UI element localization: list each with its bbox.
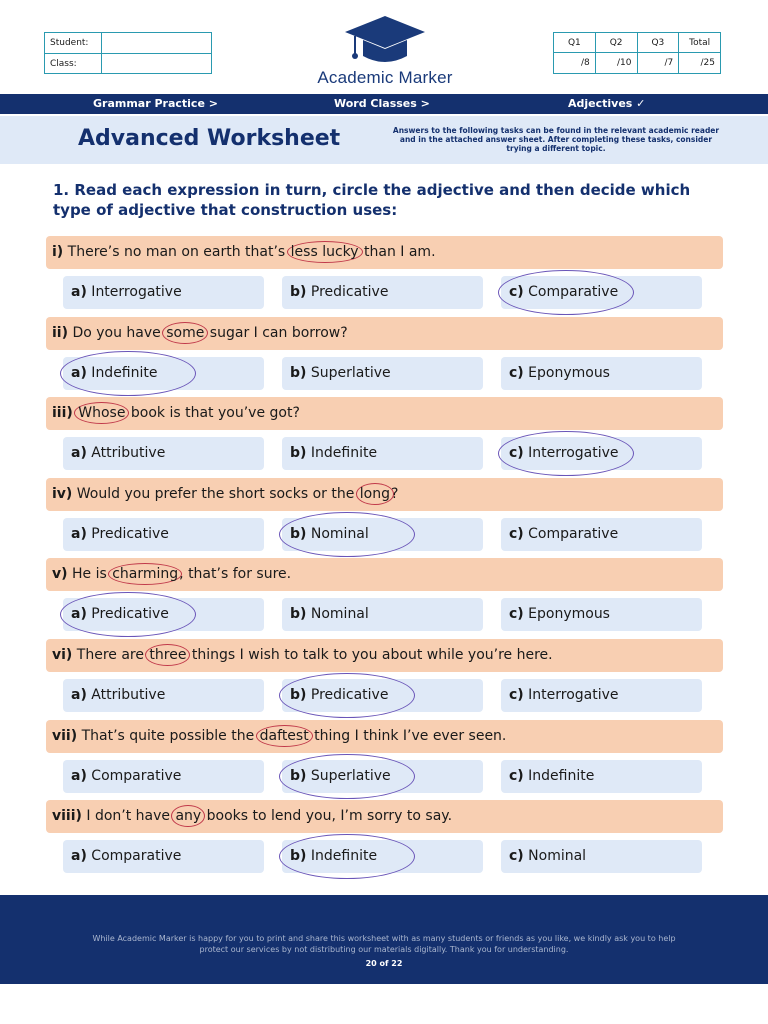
circled-adjective[interactable]: long (356, 483, 394, 505)
question-text: He is (67, 566, 112, 582)
question-text: books to lend you, I’m sorry to say. (202, 808, 453, 824)
score-col-q3 (637, 33, 679, 73)
score-table (553, 32, 721, 74)
answer-option[interactable] (501, 357, 702, 390)
question-text: book is that you’ve got? (126, 405, 300, 421)
class-row (45, 53, 211, 73)
graduation-cap-icon (343, 14, 427, 68)
title-note: Answers to the following tasks can be found in the relevant academic reader and in the attached answer sheet. After completing these tasks, consider trying a different topic. (392, 126, 720, 153)
question-text: , that’s for sure. (179, 566, 292, 582)
circled-adjective[interactable]: daftest (256, 725, 313, 747)
question-text: There’s no man on earth that’s (63, 244, 290, 260)
score-value[interactable]: /7 (664, 58, 674, 68)
footer-text: While Academic Marker is happy for you to print and share this worksheet with as many students or friends as you like, we kindly ask you to help protect our services by not distributing our materials digitally. Thank you for understanding. (92, 934, 676, 954)
answer-option[interactable] (63, 276, 264, 309)
option-letter: c) (509, 365, 524, 381)
score-header: Q1 (554, 33, 595, 53)
answer-option[interactable] (63, 437, 264, 470)
class-label: Class: (45, 54, 102, 73)
circled-adjective[interactable]: some (162, 322, 208, 344)
answer-option[interactable] (63, 760, 264, 793)
question-row (46, 800, 723, 833)
option-label: Eponymous (523, 365, 610, 381)
option-letter: c) (509, 445, 524, 461)
answer-option[interactable] (282, 679, 483, 712)
option-letter: b) (290, 526, 307, 542)
option-letter: a) (71, 284, 87, 300)
breadcrumb-word-classes[interactable]: Word Classes > (334, 97, 430, 110)
answer-option[interactable] (501, 518, 702, 551)
option-label: Nominal (306, 606, 369, 622)
option-letter: c) (509, 687, 524, 703)
breadcrumb (0, 94, 768, 114)
logo (290, 14, 480, 88)
answer-option[interactable] (501, 276, 702, 309)
question-row (46, 317, 723, 350)
answer-option[interactable] (501, 679, 702, 712)
score-value[interactable]: /8 (580, 58, 590, 68)
option-label: Comparative (86, 768, 182, 784)
option-letter: a) (71, 445, 87, 461)
question-number: viii) (52, 808, 82, 824)
option-letter: c) (509, 606, 524, 622)
answer-option[interactable] (501, 840, 702, 873)
option-letter: a) (71, 848, 87, 864)
answer-option[interactable] (282, 357, 483, 390)
question-number: vii) (52, 728, 78, 744)
option-letter: a) (71, 768, 87, 784)
answer-option[interactable] (63, 679, 264, 712)
question-text: There are (72, 647, 149, 663)
option-label: Superlative (306, 365, 391, 381)
option-label: Interrogative (86, 284, 182, 300)
answer-option[interactable] (63, 598, 264, 631)
option-letter: a) (71, 526, 87, 542)
question-text: That’s quite possible the (77, 728, 259, 744)
answer-option[interactable] (63, 840, 264, 873)
circled-adjective[interactable]: any (171, 805, 205, 827)
score-header: Q2 (596, 33, 637, 53)
question-row (46, 236, 723, 269)
option-label: Indefinite (86, 365, 158, 381)
option-label: Interrogative (523, 445, 619, 461)
option-label: Indefinite (523, 768, 595, 784)
answer-option[interactable] (282, 598, 483, 631)
student-info-box (44, 32, 212, 74)
question-text: thing I think I’ve ever seen. (309, 728, 507, 744)
answer-option[interactable] (63, 518, 264, 551)
score-value[interactable]: /25 (700, 58, 715, 68)
score-value[interactable]: /10 (617, 58, 632, 68)
question-row (46, 558, 723, 591)
question-number: i) (52, 244, 64, 260)
option-letter: c) (509, 848, 524, 864)
question-row (46, 720, 723, 753)
score-col-total (678, 33, 720, 73)
option-label: Predicative (306, 284, 389, 300)
answer-option[interactable] (282, 276, 483, 309)
circled-adjective[interactable]: charming (108, 563, 182, 585)
answer-option[interactable] (63, 357, 264, 390)
option-label: Interrogative (523, 687, 619, 703)
answer-option[interactable] (282, 437, 483, 470)
option-letter: b) (290, 284, 307, 300)
option-letter: a) (71, 687, 87, 703)
score-header: Q3 (638, 33, 679, 53)
option-letter: a) (71, 606, 87, 622)
answer-option[interactable] (501, 598, 702, 631)
score-col-q1 (554, 33, 595, 73)
answer-option[interactable] (501, 437, 702, 470)
option-label: Eponymous (523, 606, 610, 622)
question-text: sugar I can borrow? (205, 325, 348, 341)
page-number: 20 of 22 (365, 959, 403, 968)
question-number: ii) (52, 325, 68, 341)
page-title: Advanced Worksheet (78, 126, 341, 151)
question-text: I don’t have (81, 808, 175, 824)
circled-adjective[interactable]: less lucky (287, 241, 363, 263)
question-row (46, 478, 723, 511)
circled-adjective[interactable]: three (145, 644, 190, 666)
option-letter: c) (509, 526, 524, 542)
question-number: iii) (52, 405, 73, 421)
question-number: v) (52, 566, 68, 582)
question-row (46, 639, 723, 672)
question-text: Do you have (68, 325, 166, 341)
student-label: Student: (45, 33, 102, 53)
breadcrumb-grammar-practice[interactable]: Grammar Practice > (93, 97, 218, 110)
option-letter: a) (71, 365, 87, 381)
question-text: Would you prefer the short socks or the (72, 486, 359, 502)
option-letter: b) (290, 768, 307, 784)
option-letter: c) (509, 284, 524, 300)
option-label: Predicative (86, 526, 169, 542)
option-label: Attributive (86, 445, 166, 461)
option-label: Predicative (306, 687, 389, 703)
option-letter: b) (290, 445, 307, 461)
option-label: Nominal (523, 848, 587, 864)
logo-name: Academic Marker (317, 68, 453, 87)
title-bar (0, 116, 768, 164)
option-label: Superlative (306, 768, 391, 784)
option-letter: b) (290, 365, 307, 381)
answer-option[interactable] (501, 760, 702, 793)
answer-option[interactable] (282, 840, 483, 873)
option-letter: b) (290, 848, 307, 864)
breadcrumb-adjectives[interactable]: Adjectives ✓ (568, 97, 646, 110)
question-text: ? (391, 486, 399, 502)
question-number: vi) (52, 647, 73, 663)
footer (0, 895, 768, 984)
question-text: things I wish to talk to you about while you’re here. (187, 647, 553, 663)
option-letter: c) (509, 768, 524, 784)
circled-adjective[interactable]: Whose (74, 402, 129, 424)
option-label: Predicative (86, 606, 169, 622)
option-label: Indefinite (306, 445, 378, 461)
instruction: 1. Read each expression in turn, circle the adjective and then decide which type of adjective that construction uses: (53, 181, 691, 219)
option-label: Comparative (86, 848, 182, 864)
option-label: Comparative (523, 284, 619, 300)
score-header: Total (679, 33, 720, 53)
option-label: Nominal (306, 526, 369, 542)
option-label: Attributive (86, 687, 166, 703)
option-label: Indefinite (306, 848, 378, 864)
answer-option[interactable] (282, 518, 483, 551)
score-col-q2 (595, 33, 637, 73)
question-row (46, 397, 723, 430)
option-letter: b) (290, 606, 307, 622)
student-row (45, 33, 211, 53)
question-text: than I am. (359, 244, 436, 260)
option-letter: b) (290, 687, 307, 703)
answer-option[interactable] (282, 760, 483, 793)
option-label: Comparative (523, 526, 619, 542)
question-number: iv) (52, 486, 73, 502)
